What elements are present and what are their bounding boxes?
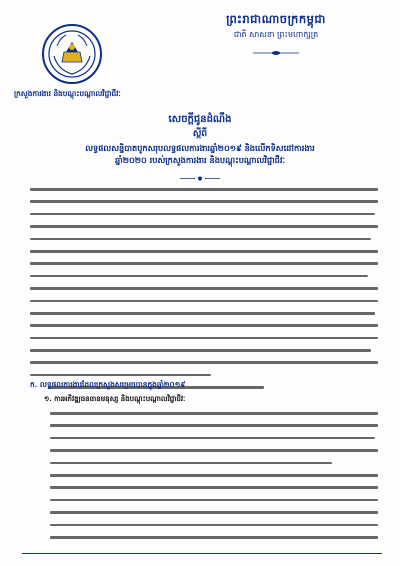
text-line bbox=[30, 275, 368, 278]
title-ornament bbox=[180, 176, 220, 181]
body-text-block bbox=[30, 188, 378, 399]
kingdom-header bbox=[196, 12, 356, 60]
text-line bbox=[50, 486, 378, 489]
national-motto: ជាតិ សាសនា ព្រះមហាក្សត្រ bbox=[233, 30, 319, 39]
ornament-divider bbox=[253, 50, 299, 56]
text-line bbox=[50, 462, 332, 465]
text-line bbox=[30, 200, 378, 203]
text-line bbox=[50, 536, 378, 539]
text-line bbox=[30, 250, 378, 253]
text-line bbox=[30, 324, 378, 327]
text-line bbox=[50, 437, 375, 440]
text-line bbox=[30, 188, 378, 191]
text-line bbox=[30, 213, 375, 216]
text-line bbox=[30, 287, 378, 290]
text-line bbox=[30, 337, 378, 340]
footer-rule bbox=[22, 553, 382, 555]
text-line bbox=[50, 511, 378, 514]
text-line bbox=[30, 238, 371, 241]
text-line bbox=[30, 300, 378, 303]
subject-line-1: លទ្ធផលសន្និបាតបូកសរុបលទ្ធផលការងារឆ្នាំ២០១៩ និងលើកទិសដៅការងារ bbox=[85, 143, 315, 153]
text-line bbox=[30, 361, 378, 364]
text-line bbox=[50, 474, 378, 477]
about-label: ស្តីពី bbox=[192, 129, 208, 139]
text-line bbox=[50, 449, 378, 452]
text-line bbox=[30, 349, 371, 352]
text-line bbox=[30, 262, 378, 265]
notice-title-block bbox=[0, 113, 400, 185]
text-line bbox=[30, 312, 375, 315]
body-text-block-2 bbox=[50, 412, 378, 548]
text-line bbox=[50, 424, 378, 427]
document-type: សេចក្តីជូនដំណឹង bbox=[168, 114, 232, 125]
kingdom-name: ព្រះរាជាណាចក្រកម្ពុជា bbox=[226, 12, 326, 26]
subject-line-2: ឆ្នាំ២០២០ របស់ក្រសួងការងារ និងបណ្តុះបណ្តាលវិជ្ជាជីវៈ bbox=[115, 155, 285, 165]
subsection-heading: ១. ការអភិវឌ្ឍធនធានមនុស្ស និងបណ្តុះបណ្តាលវិជ្ជាជីវៈ bbox=[44, 394, 186, 403]
text-line bbox=[50, 412, 378, 415]
text-line bbox=[50, 524, 378, 527]
text-line bbox=[30, 225, 378, 228]
text-line bbox=[30, 374, 211, 377]
ministry-logo bbox=[40, 22, 104, 86]
text-line bbox=[50, 499, 378, 502]
ministry-name: ក្រសួងការងារ និងបណ្តុះបណ្តាលវិជ្ជាជីវៈ bbox=[14, 89, 121, 98]
section-heading: ក. លទ្ធផលការងារដែលក្រសួងសម្រេចបានក្នុងឆ្នាំ២០១៩ bbox=[30, 380, 186, 389]
